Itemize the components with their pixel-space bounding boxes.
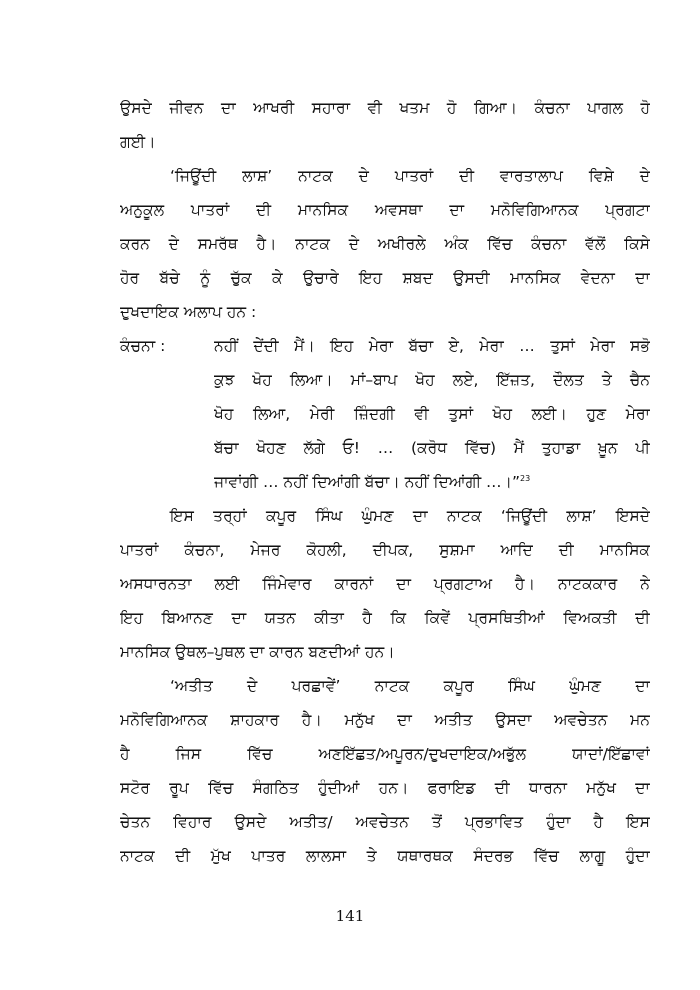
text-line: ਸਟੋਰ ਰੂਪ ਵਿੱਚ ਸੰਗਠਿਤ ਹੁੰਦੀਆਂ ਹਨ। ਫਰਾਇਡ ਦੀ ਧਾਰਨਾ ਮਨੁੱਖ ਦਾ [120, 779, 650, 797]
text-line: ‘ਜਿਊਂਦੀ ਲਾਸ਼’ ਨਾਟਕ ਦੇ ਪਾਤਰਾਂ ਦੀ ਵਾਰਤਾਲਾਪ ਵਿਸ਼ੇ ਦੇ [170, 167, 650, 185]
dialogue-line-last [214, 472, 650, 492]
dialogue-line-text: ਜਾਵਾਂਗੀ … ਨਹੀਂ ਦਿਆਂਗੀ ਬੱਚਾ। ਨਹੀਂ ਦਿਆਂਗੀ …।” [214, 473, 521, 491]
dialogue-row [120, 438, 650, 472]
text-line: ਇਸ ਤਰ੍ਹਾਂ ਕਪੂਰ ਸਿੰਘ ਘੁੰਮਣ ਦਾ ਨਾਟਕ ‘ਜਿਊਂਦੀ ਲਾਸ਼’ ਇਸਦੇ [170, 507, 650, 525]
dialogue-row [120, 472, 650, 506]
text-line: ਇਹ ਬਿਆਨਣ ਦਾ ਯਤਨ ਕੀਤਾ ਹੈ ਕਿ ਕਿਵੇਂ ਪ੍ਰਸਥਿਤੀਆਂ ਵਿਅਕਤੀ ਦੀ [120, 609, 650, 627]
dialogue-line: ਖੋਹ ਲਿਆ, ਮੇਰੀ ਜ਼ਿੰਦਗੀ ਵੀ ਤੁਸਾਂ ਖੋਹ ਲਈ। ਹੁਣ ਮੇਰਾ [214, 405, 650, 423]
text-line: ਹੋਰ ਬੱਚੇ ਨੂੰ ਚੁੱਕ ਕੇ ਉਚਾਰੇ ਇਹ ਸ਼ਬਦ ਉਸਦੀ ਮਾਨਸਿਕ ਵੇਦਨਾ ਦਾ [120, 269, 650, 287]
dialogue-line: ਬੱਚਾ ਖੋਹਣ ਲੱਗੇ ਓ! … (ਕਰੋਧ ਵਿੱਚ) ਮੈਂ ਤੁਹਾਡਾ ਖ਼ੂਨ ਪੀ [214, 439, 650, 457]
text-line: ਅਨੁਕੂਲ ਪਾਤਰਾਂ ਦੀ ਮਾਨਸਿਕ ਅਵਸਥਾ ਦਾ ਮਨੋਵਿਗਿਆਨਕ ਪ੍ਰਗਟਾ [120, 201, 650, 219]
text-line: ਮਨੋਵਿਗਿਆਨਕ ਸ਼ਾਹਕਾਰ ਹੈ। ਮਨੁੱਖ ਦਾ ਅਤੀਤ ਉਸਦਾ ਅਵਚੇਤਨ ਮਨ [120, 711, 650, 729]
text-line: ਉਸਦੇ ਜੀਵਨ ਦਾ ਆਖਰੀ ਸਹਾਰਾ ਵੀ ਖਤਮ ਹੋ ਗਿਆ। ਕੰਚਨਾ ਪਾਗਲ ਹੋ [120, 99, 650, 117]
dialogue-row [120, 370, 650, 404]
text-line: ਦੁਖਦਾਇਕ ਅਲਾਪ ਹਨ : [120, 303, 257, 321]
page-number: 141 [335, 907, 365, 925]
text-line: ਨਾਟਕ ਦੀ ਮੁੱਖ ਪਾਤਰ ਲਾਲਸਾ ਤੇ ਯਥਾਰਥਕ ਸੰਦਰਭ ਵਿੱਚ ਲਾਗੂ ਹੁੰਦਾ [120, 847, 650, 865]
text-line: ਕਰਨ ਦੇ ਸਮਰੱਥ ਹੈ। ਨਾਟਕ ਦੇ ਅਖੀਰਲੇ ਅੰਕ ਵਿੱਚ ਕੰਚਨਾ ਵੱਲੋਂ ਕਿਸੇ [120, 235, 650, 253]
text-line: ਹੈ ਜਿਸ ਵਿੱਚ ਅਣਇੱਛਤ/ਅਪੂਰਨ/ਦੁਖਦਾਇਕ/ਅਭੁੱਲ ਯਾਦਾਂ/ਇੱਛਾਵਾਂ [120, 745, 650, 763]
dialogue-speaker: ਕੰਚਨਾ : [120, 337, 166, 355]
dialogue-row [120, 336, 650, 370]
footnote-marker: 23 [520, 473, 531, 483]
text-line: ‘ਅਤੀਤ ਦੇ ਪਰਛਾਵੇਂ’ ਨਾਟਕ ਕਪੂਰ ਸਿੰਘ ਘੁੰਮਣ ਦਾ [170, 677, 650, 695]
text-line: ਅਸਧਾਰਨਤਾ ਲਈ ਜਿੰਮੇਵਾਰ ਕਾਰਨਾਂ ਦਾ ਪ੍ਰਗਟਾਅ ਹੈ। ਨਾਟਕਕਾਰ ਨੇ [120, 575, 650, 593]
dialogue-line: ਕੁਝ ਖੋਹ ਲਿਆ। ਮਾਂ–ਬਾਪ ਖੋਹ ਲਏ, ਇੱਜ਼ਤ, ਦੌਲਤ ਤੇ ਚੈਨ [214, 371, 650, 389]
text-line: ਮਾਨਸਿਕ ਉਥਲ–ਪੁਥਲ ਦਾ ਕਾਰਨ ਬਣਦੀਆਂ ਹਨ। [120, 643, 395, 661]
text-line: ਚੇਤਨ ਵਿਹਾਰ ਉਸਦੇ ਅਤੀਤ/ ਅਵਚੇਤਨ ਤੋਂ ਪ੍ਰਭਾਵਿਤ ਹੁੰਦਾ ਹੈ ਇਸ [120, 813, 650, 831]
text-line: ਪਾਤਰਾਂ ਕੰਚਨਾ, ਮੇਜਰ ਕੋਹਲੀ, ਦੀਪਕ, ਸੁਸ਼ਮਾ ਆਦਿ ਦੀ ਮਾਨਸਿਕ [120, 541, 650, 559]
dialogue-row [120, 404, 650, 438]
dialogue-line: ਨਹੀਂ ਦੇਂਦੀ ਮੈਂ। ਇਹ ਮੇਰਾ ਬੱਚਾ ਏ, ਮੇਰਾ … ਤੁਸਾਂ ਮੇਰਾ ਸਭੋ [214, 337, 650, 355]
page-body [120, 98, 650, 880]
text-line: ਗਈ। [120, 133, 156, 151]
